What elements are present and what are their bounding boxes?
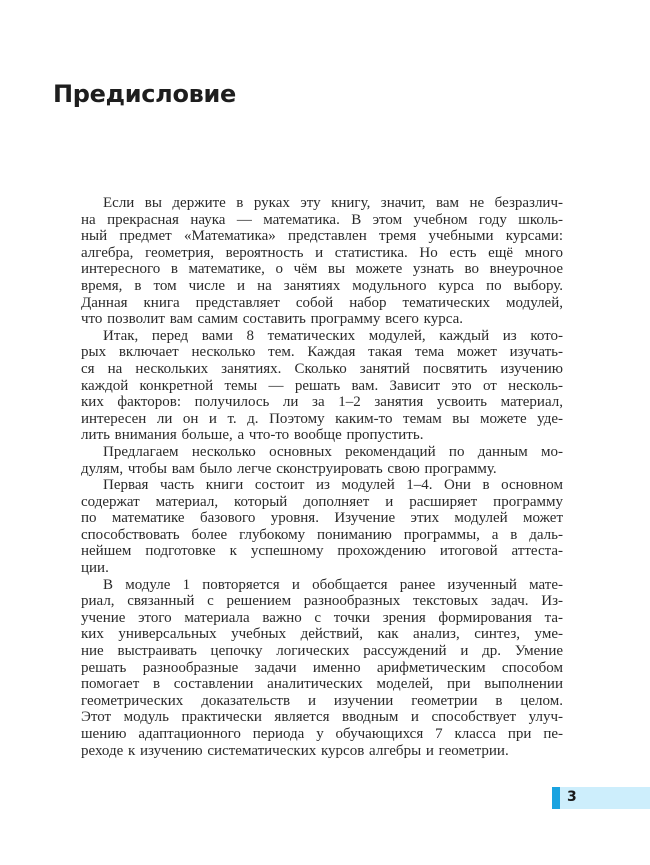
text-line: алгебра, геометрия, вероятность и статистика. Но есть ещё много [81, 244, 563, 261]
text-line: лить внимания больше, а что-то вообще пропустить. [81, 427, 424, 444]
text-line: рых включает несколько тем. Каждая такая тема может изучать- [81, 344, 563, 361]
text-line: интересен ли он и т. д. Поэтому каким-то темам вы можете уде- [81, 410, 563, 427]
paragraph [81, 195, 563, 328]
page-title: Предисловие [53, 80, 237, 108]
text-line: Предлагаем несколько основных рекомендаций по данным мо- [103, 443, 563, 460]
paragraph [81, 328, 563, 444]
text-line: ких универсальных учебных действий, как анализ, синтез, уме- [81, 626, 563, 643]
text-line: по математике базового уровня. Изучение этих модулей может [81, 510, 563, 527]
paragraph [81, 444, 563, 477]
text-line: геометрических доказательств и изучении геометрии в целом. [81, 692, 563, 709]
text-line: на прекрасная наука — математика. В этом учебном году школь- [81, 211, 563, 228]
text-line: нейшем подготовке к успешному прохождению итоговой аттеста- [81, 543, 563, 560]
text-line: Первая часть книги состоит из модулей 1–4. Они в основном [103, 477, 563, 494]
text-line: Итак, перед вами 8 тематических модулей, каждый из кото- [103, 327, 563, 344]
text-line: риал, связанный с решением разнообразных текстовых задач. Из- [81, 593, 563, 610]
text-line: содержат материал, который дополняет и расширяет программу [81, 493, 563, 510]
text-line: шению адаптационного периода у обучающихся 7 класса при пе- [81, 726, 563, 742]
page-number-bar [552, 787, 650, 809]
text-line: дулям, чтобы вам было легче сконструировать свою программу. [81, 460, 497, 477]
text-line: время, в том числе и на занятиях модульного курса по выбору. [81, 277, 563, 294]
text-line: ся на нескольких занятиях. Сколько занятий посвятить изучению [81, 360, 563, 377]
text-line: В модуле 1 повторяется и обобщается ранее изученный мате- [103, 576, 563, 593]
text-line: реходе к изучению систематических курсов алгебры и геометрии. [81, 742, 509, 759]
paragraph [81, 477, 563, 577]
text-line: ких факторов: получилось ли за 1–2 занятия усвоить материал, [81, 394, 563, 411]
text-line: что позволит вам самим составить программу всего курса. [81, 311, 464, 328]
text-line: каждой конкретной темы — решать вам. Зависит это от несколь- [81, 377, 563, 394]
text-line: учение этого материала важно с точки зрения формирования та- [81, 609, 563, 626]
text-line: ние выстраивать цепочку логических рассуждений и др. Умение [81, 643, 563, 660]
page-number: 3 [567, 789, 577, 805]
text-line: интересного в математике, о чём вы можете узнать во внеурочное [81, 261, 563, 278]
text-line: Если вы держите в руках эту книгу, значит, вам не безразлич- [103, 195, 563, 211]
text-line: способствовать более глубокому пониманию программы, а в даль- [81, 526, 563, 543]
text-line: Этот модуль практически является вводным и способствует улуч- [81, 709, 563, 726]
text-line: решать разнообразные задачи именно арифметическим способом [81, 659, 563, 676]
page-number-accent-stripe [552, 787, 560, 809]
text-line: ции. [81, 560, 109, 577]
text-line: помогает в составлении аналитических моделей, при выполнении [81, 676, 563, 693]
paragraph [81, 577, 563, 760]
text-line: Данная книга представляет собой набор тематических модулей, [81, 294, 563, 311]
text-line: ный предмет «Математика» представлен тремя учебными курсами: [81, 228, 563, 245]
preface-body [81, 195, 563, 759]
